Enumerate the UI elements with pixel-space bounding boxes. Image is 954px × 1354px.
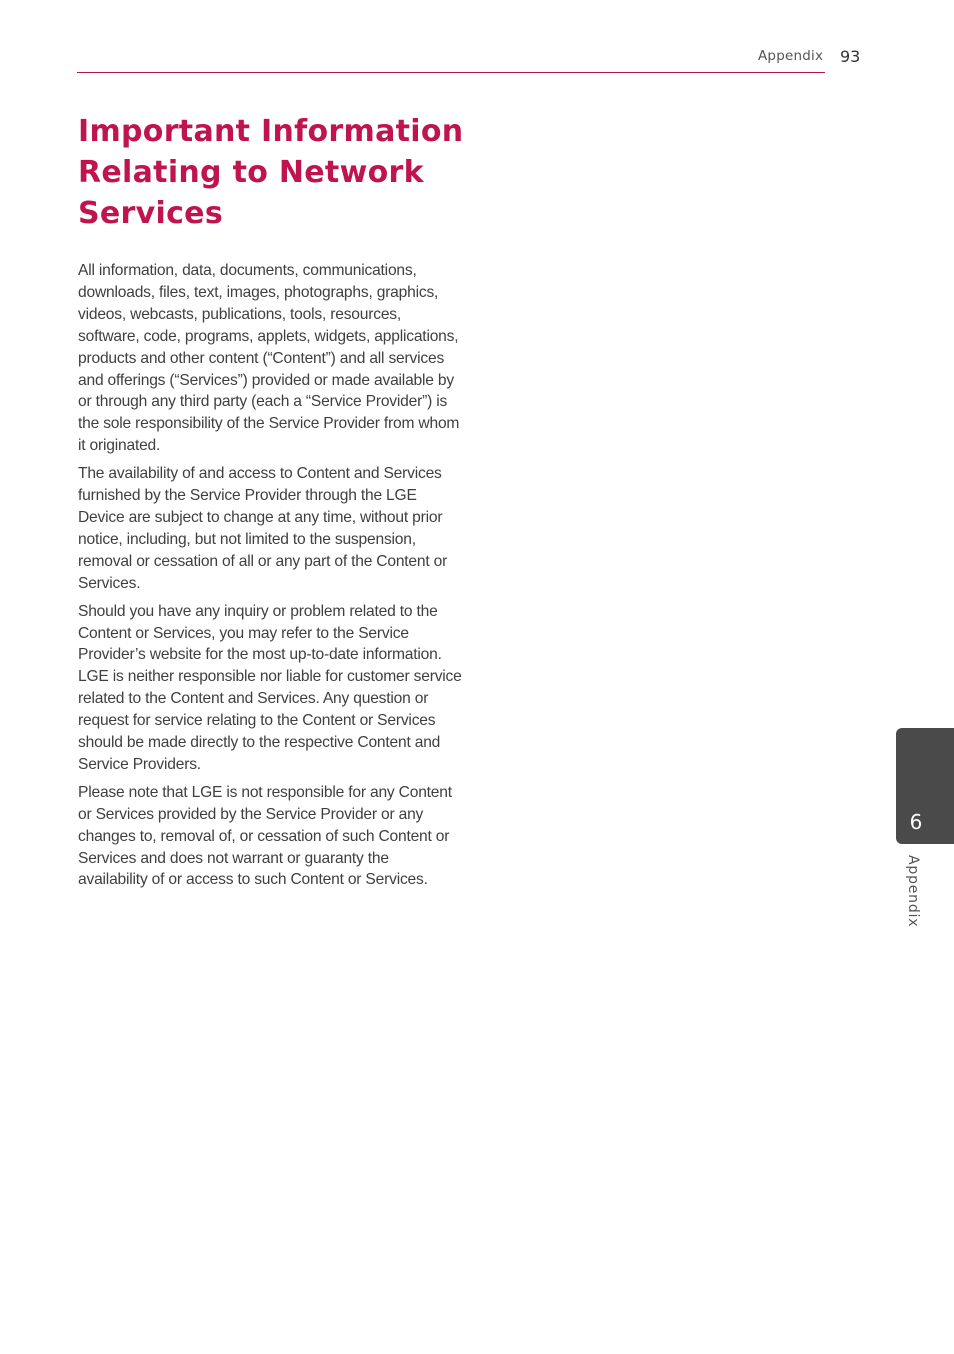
- title-line: Services: [78, 196, 223, 231]
- body-text: [78, 260, 462, 897]
- page-title: [78, 111, 498, 234]
- page-number: 93: [840, 47, 861, 66]
- header-divider: [77, 72, 825, 73]
- chapter-tab-label: Appendix: [905, 855, 921, 928]
- header-section-label: Appendix: [758, 48, 824, 64]
- paragraph: The availability of and access to Content and Services furnished by the Service Provider through the LGE Device are subject to change at any time, without prior notice, including, but not limited to the suspension, removal or cessation of all or any part of the Content or Services.: [78, 465, 448, 592]
- paragraph: Should you have any inquiry or problem related to the Content or Services, you may refer to the Service Provider’s website for the most up-to-date information. LGE is neither responsible nor liable for customer service related to the Content and Services. Any question or request for service relating to the Content or Services should be made directly to the respective Content and Service Providers.: [78, 602, 462, 773]
- title-line: Relating to Network: [78, 155, 424, 190]
- paragraph: Please note that LGE is not responsible for any Content or Services provided by the Service Provider or any changes to, removal of, or cessation of such Content or Services and does not warrant or guaranty the availability of or access to such Content or Services.: [78, 783, 452, 889]
- title-line: Important Information: [78, 114, 464, 149]
- chapter-tab-number: 6: [909, 810, 923, 834]
- paragraph: All information, data, documents, communications, downloads, files, text, images, photographs, graphics, videos, webcasts, publications, tools, resources, software, code, programs, applets, widgets, applications, products and other content (“Content”) and all services and offerings (“Services”) provided or made available by or through any third party (each a “Service Provider”) is the sole responsibility of the Service Provider from whom it originated.: [78, 262, 460, 455]
